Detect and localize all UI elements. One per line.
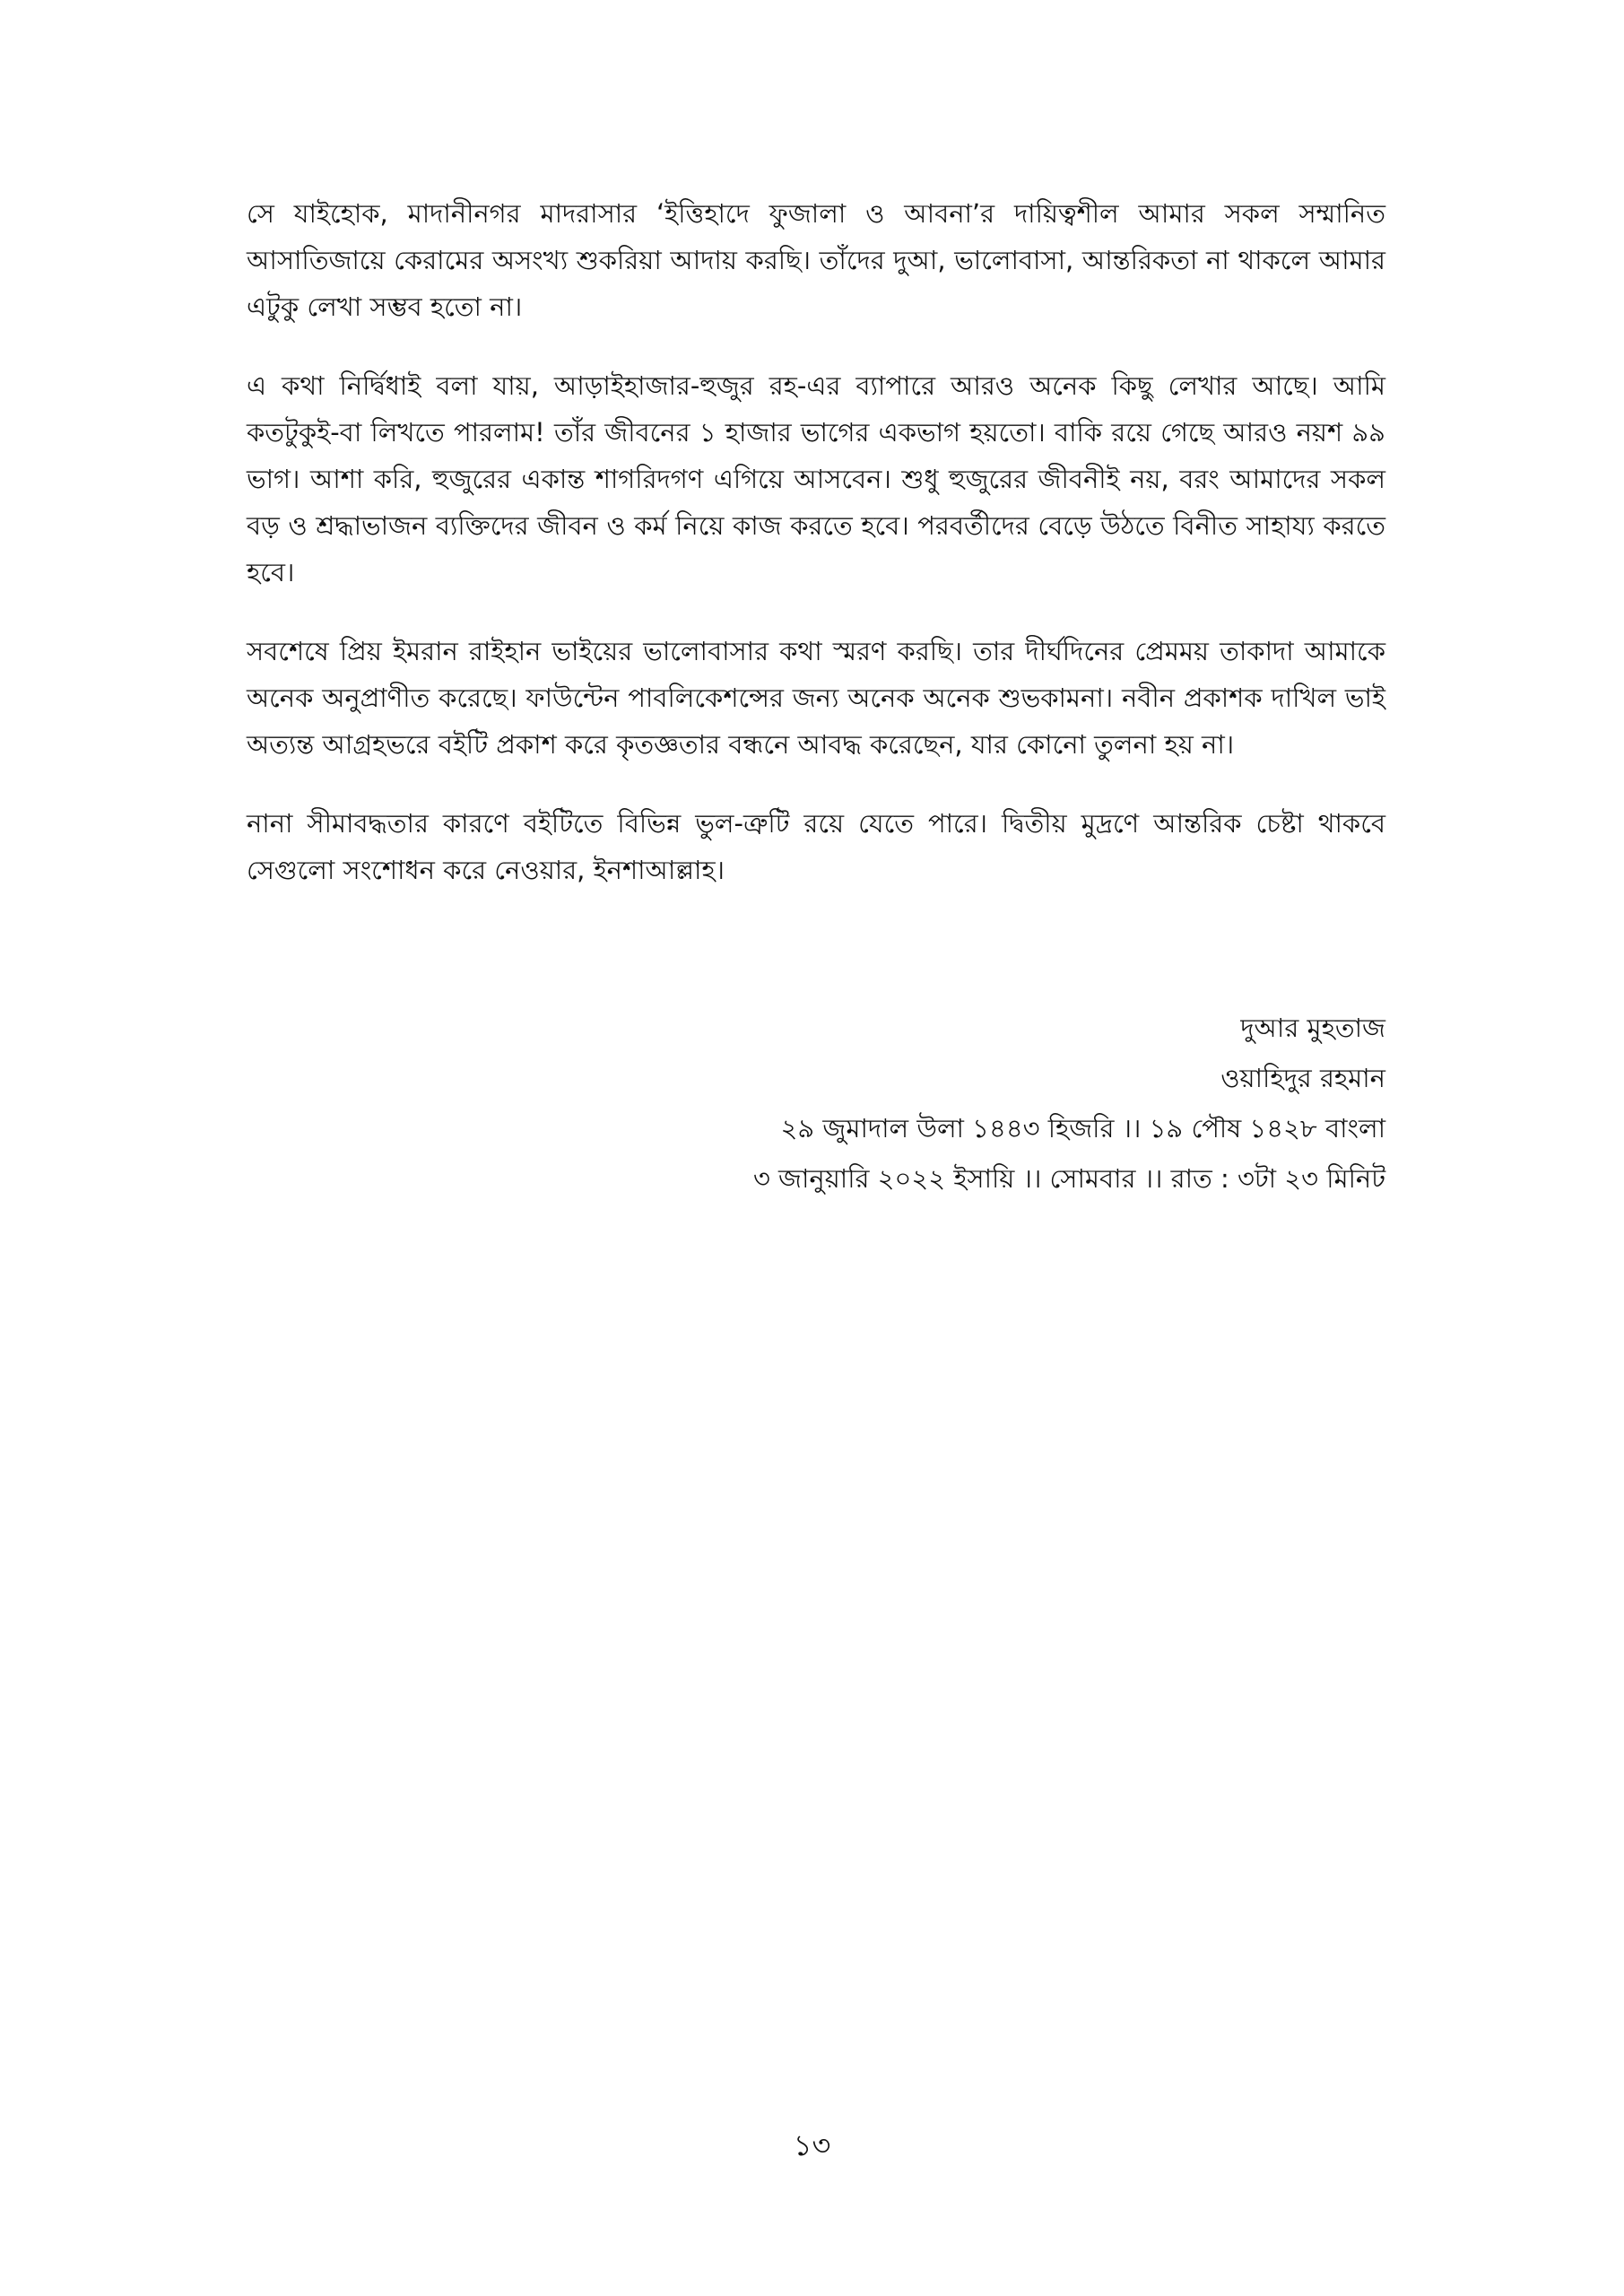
- signature-author: ওয়াহিদুর রহমান: [1220, 1063, 1385, 1093]
- page-number: ১৩: [793, 2128, 831, 2162]
- body-text: [247, 190, 1385, 926]
- signature-closing: দুআর মুহতাজ: [1240, 1013, 1385, 1043]
- paragraph-acknowledgement-teachers: সে যাইহোক, মাদানীনগর মাদরাসার ‘ইত্তিহাদে ফুজালা ও আবনা’র দায়িত্বশীল আমার সকল সম্মানিত আসাতিজায়ে কেরামের অসংখ্য শুকরিয়া আদায় করছি। তাঁদের দুআ, ভালোবাসা, আন্তরিকতা না থাকলে আমার এটুকু লেখা সম্ভব হতো না।: [247, 198, 1385, 322]
- signature-block: [753, 1003, 1385, 1204]
- paragraph-errata-note: নানা সীমাবদ্ধতার কারণে বইটিতে বিভিন্ন ভুল-ত্রুটি রয়ে যেতে পারে। দ্বিতীয় মুদ্রণে আন্তরিক চেষ্টা থাকবে সেগুলো সংশোধন করে নেওয়ার, ইনশাআল্লাহ।: [247, 808, 1385, 885]
- paragraph-biography-note: এ কথা নির্দ্বিধাই বলা যায়, আড়াইহাজার-হুজুর রহ-এর ব্যাপারে আরও অনেক কিছু লেখার আছে। আমি কতটুকুই-বা লিখতে পারলাম! তাঁর জীবনের ১ হাজার ভাগের একভাগ হয়তো। বাকি রয়ে গেছে আরও নয়শ ৯৯ ভাগ। আশা করি, হুজুরের একান্ত শাগরিদগণ এগিয়ে আসবেন। শুধু হুজুরের জীবনীই নয়, বরং আমাদের সকল বড় ও শ্রদ্ধাভাজন ব্যক্তিদের জীবন ও কর্ম নিয়ে কাজ করতে হবে। পরবর্তীদের বেড়ে উঠতে বিনীত সাহায্য করতে হবে।: [247, 370, 1385, 587]
- signature-date-gregorian-time: ৩ জানুয়ারি ২০২২ ইসায়ি ।। সোমবার ।। রাত : ৩টা ২৩ মিনিট: [752, 1163, 1385, 1194]
- signature-date-hijri-bangla: ২৯ জুমাদাল উলা ১৪৪৩ হিজরি ।। ১৯ পৌষ ১৪২৮ বাংলা: [780, 1113, 1385, 1144]
- paragraph-publisher-thanks: সবশেষে প্রিয় ইমরান রাইহান ভাইয়ের ভালোবাসার কথা স্মরণ করছি। তার দীর্ঘদিনের প্রেমময় তাকাদা আমাকে অনেক অনুপ্রাণীত করেছে। ফাউন্টেন পাবলিকেশন্সের জন্য অনেক অনেক শুভকামনা। নবীন প্রকাশক দাখিল ভাই অত্যন্ত আগ্রহভরে বইটি প্রকাশ করে কৃতজ্ঞতার বন্ধনে আবদ্ধ করেছেন, যার কোনো তুলনা হয় না।: [247, 636, 1385, 760]
